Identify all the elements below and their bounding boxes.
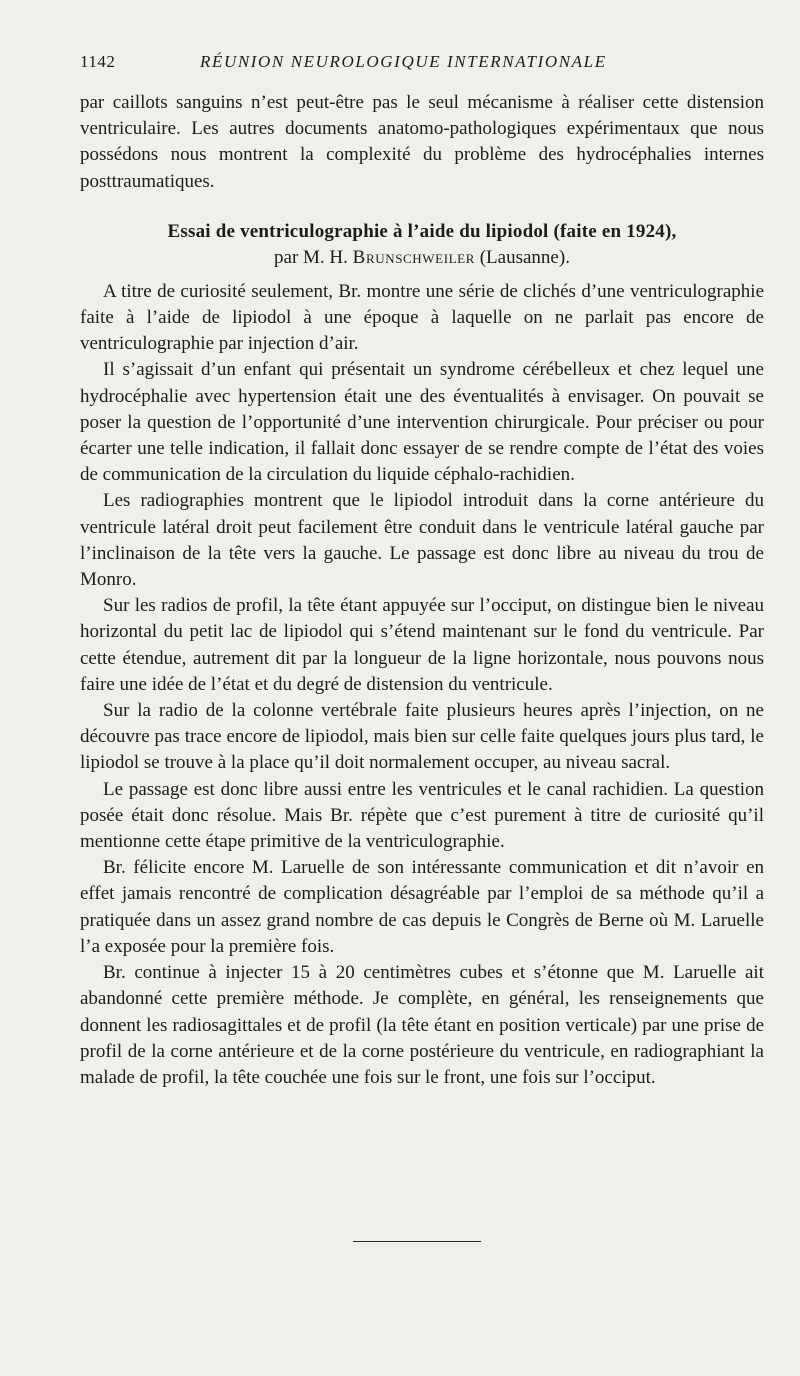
running-header <box>80 52 760 72</box>
byline-prefix: par M. H. <box>274 246 348 268</box>
body-paragraph: Le passage est donc libre aussi entre les ventricules et le canal rachidien. La question posée était donc résolue. Mais Br. répète que c’est purement à titre de curiosité qu’il mentionne cette étape primitive de la ventriculographie. <box>80 778 764 853</box>
section-heading <box>80 219 764 271</box>
section-title: Essai de ventriculographie à l’aide du lipiodol (faite en 1924), <box>167 220 677 242</box>
body-paragraph: Il s’agissait d’un enfant qui présentait un syndrome cérébelleux et chez lequel une hydrocéphalie avec hypertension était une des éventualités à envisager. On pouvait se poser la question de l’opportunité d’une intervention chirurgicale. Pour préciser ou pour écarter une telle indication, il fallait donc essayer de se rendre compte de l’état des voies de communication de la circulation du liquide céphalo-rachidien. <box>80 359 764 486</box>
section-body <box>80 279 764 1091</box>
body-paragraph: Les radiographies montrent que le lipiodol introduit dans la corne antérieure du ventricule latéral droit peut facilement être conduit dans le ventricule latéral gauche par l’inclinaison de la tête vers la gauche. Le passage est donc libre au niveau du trou de Monro. <box>80 490 764 591</box>
intro-text <box>80 90 764 195</box>
intro-paragraph: par caillots sanguins n’est peut-être pas le seul mécanisme à réaliser cette distension ventriculaire. Les autres documents anatomo-pathologiques expérimentaux que nous possédons nous montrent la complexité du problème des hydrocéphalies internes posttraumatiques. <box>80 92 764 192</box>
byline-author: Brunschweiler <box>352 246 475 268</box>
body-paragraph: Sur la radio de la colonne vertébrale faite plusieurs heures après l’injection, on ne découvre pas trace encore de lipiodol, mais bien sur celle faite quelques jours plus tard, le lipiodol se trouve à la place qu’il doit normalement occuper, au niveau sacral. <box>80 700 764 774</box>
byline <box>80 245 764 271</box>
body-paragraph: Sur les radios de profil, la tête étant appuyée sur l’occiput, on distingue bien le niveau horizontal du petit lac de lipiodol qui s’étend maintenant sur le fond du ventricule. Par cette étendue, autrement dit par la longueur de la ligne horizontale, nous pouvons nous faire une idée de l’état et du degré de distension du ventricule. <box>80 595 764 695</box>
page-number: 1142 <box>80 52 116 71</box>
body-paragraph: Br. félicite encore M. Laruelle de son intéressante communication et dit n’avoir en effet jamais rencontré de complication désagréable par l’emploi de sa méthode qu’il a pratiquée dans un assez grand nombre de cas depuis le Congrès de Berne où M. Laruelle l’a exposée pour la première fois. <box>80 857 764 957</box>
end-rule <box>353 1241 481 1242</box>
body-paragraph: A titre de curiosité seulement, Br. montre une série de clichés d’une ventriculographie faite à l’aide de lipiodol à une époque à laquelle on ne parlait pas encore de ventriculographie par injection d’air. <box>80 280 764 355</box>
running-title: RÉUNION NEUROLOGIQUE INTERNATIONALE <box>200 52 607 71</box>
body-paragraph: Br. continue à injecter 15 à 20 centimètres cubes et s’étonne que M. Laruelle ait abandonné cette première méthode. Je complète, en général, les renseignements que donnent les radiosagittales et de profil (la tête étant en position verticale) par une prise de profil de la corne antérieure et de la corne postérieure du ventricule, en radiographiant la malade de profil, la tête couchée une fois sur le front, une fois sur l’occiput. <box>80 962 764 1088</box>
byline-suffix: (Lausanne). <box>479 246 570 268</box>
